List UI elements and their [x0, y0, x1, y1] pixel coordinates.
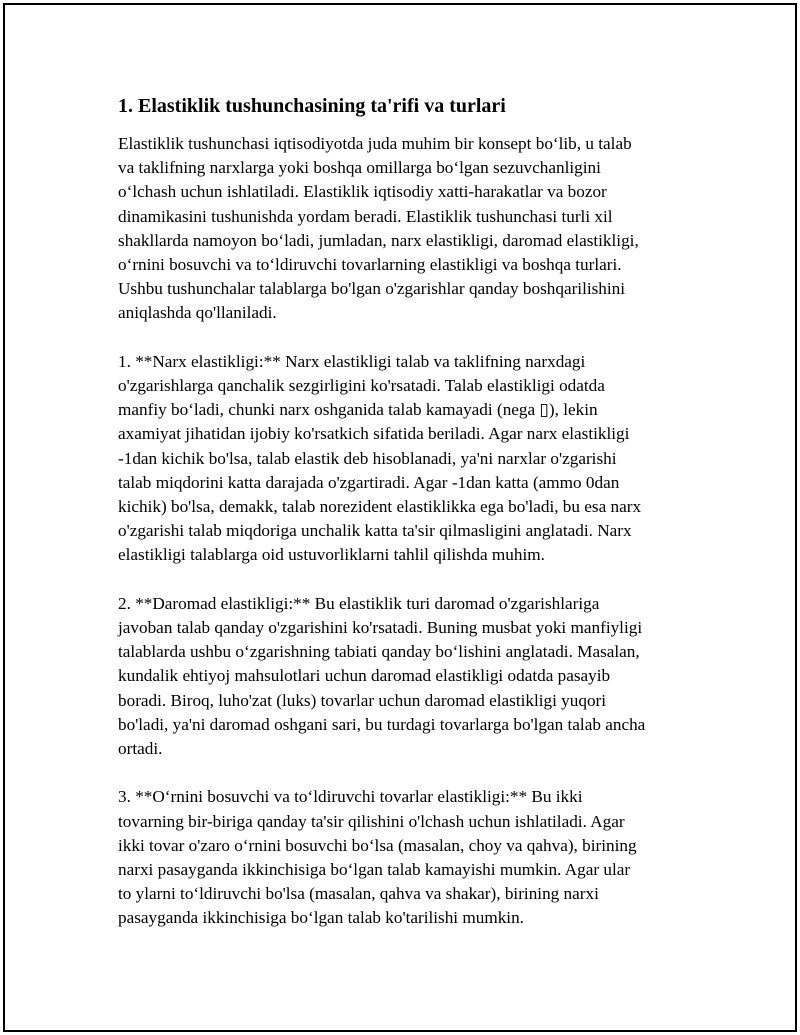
document-body	[118, 92, 684, 955]
section-heading: 1. Elastiklik tushunchasining ta'rifi va turlari	[118, 95, 506, 117]
intro-paragraph: Elastiklik tushunchasi iqtisodiyotda juda muhim bir konsept bo‘lib, u talab va taklifning narxlarga yoki boshqa omillarga bo‘lgan sezuvchanligini o‘lchash uchun ishlatiladi. Elastiklik iqtisodiy xatti-harakatlar va bozor dinamikasini tushunishda yordam beradi. Elastiklik tushunchasi turli xil shakllarda namoyon bo‘ladi, jumladan, narx elastikligi, daromad elastikligi, o‘rnini bosuvchi va to‘ldiruvchi tovarlarning elastikligi va boshqa turlari. Ushbu tushunchalar talablarga bo'lgan o'zgarishlar qanday boshqarilishini aniqlashda qo'llaniladi.	[118, 134, 639, 323]
income-elasticity-paragraph: 2. **Daromad elastikligi:** Bu elastiklik turi daromad o'zgarishlariga javoban talab qanday o'zgarishini ko'rsatadi. Buning musbat yoki manfiyligi talablarda ushbu o‘zgarishning tabiati qanday bo‘lishini anglatadi. Masalan, kundalik ehtiyoj mahsulotlari uchun daromad elastikligi odatda pasayib boradi. Biroq, luho'zat (luks) tovarlar uchun daromad elastikligi yuqori bo'ladi, ya'ni daromad oshgani sari, bu turdagi tovarlarga bo'lgan talab ancha ortadi.	[118, 593, 646, 759]
price-elasticity-paragraph: 1. **Narx elastikligi:** Narx elastikligi talab va taklifning narxdagi o'zgarishlarga qanchalik sezgirligini ko'rsatadi. Talab elastikligi odatda manfiy bo‘ladi, chunki narx oshganida talab kamayadi (nega ▯), lekin axamiyat jihatidan ijobiy ko'rsatkich sifatida beriladi. Agar narx elastikligi -1dan kichik bo'lsa, talab elastik deb hisoblanadi, ya'ni narxlar o'zgarishi talab miqdorini katta darajada o'zgartiradi. Agar -1dan katta (ammo 0dan kichik) bo'lsa, demakk, talab norezident elastiklikka ega bo'ladi, bu esa narx o'zgarishi talab miqdoriga unchalik katta ta'sir qilmasligini anglatadi. Narx elastikligi talablarga oid ustuvorliklarni tahlil qilishda muhim.	[118, 351, 642, 565]
cross-elasticity-paragraph: 3. **O‘rnini bosuvchi va to‘ldiruvchi tovarlar elastikligi:** Bu ikki tovarning bir-biriga qanday ta'sir qilishini o'lchash uchun ishlatiladi. Agar ikki tovar o'zaro o‘rnini bosuvchi bo‘lsa (masalan, choy va qahva), birining narxi pasayganda ikkinchisiga bo‘lgan talab kamayishi mumkin. Agar ular to ylarni to‘ldiruvchi bo'lsa (masalan, qahva va shakar), birining narxi pasayganda ikkinchisiga bo‘lgan talab ko'tarilishi mumkin.	[118, 787, 637, 928]
